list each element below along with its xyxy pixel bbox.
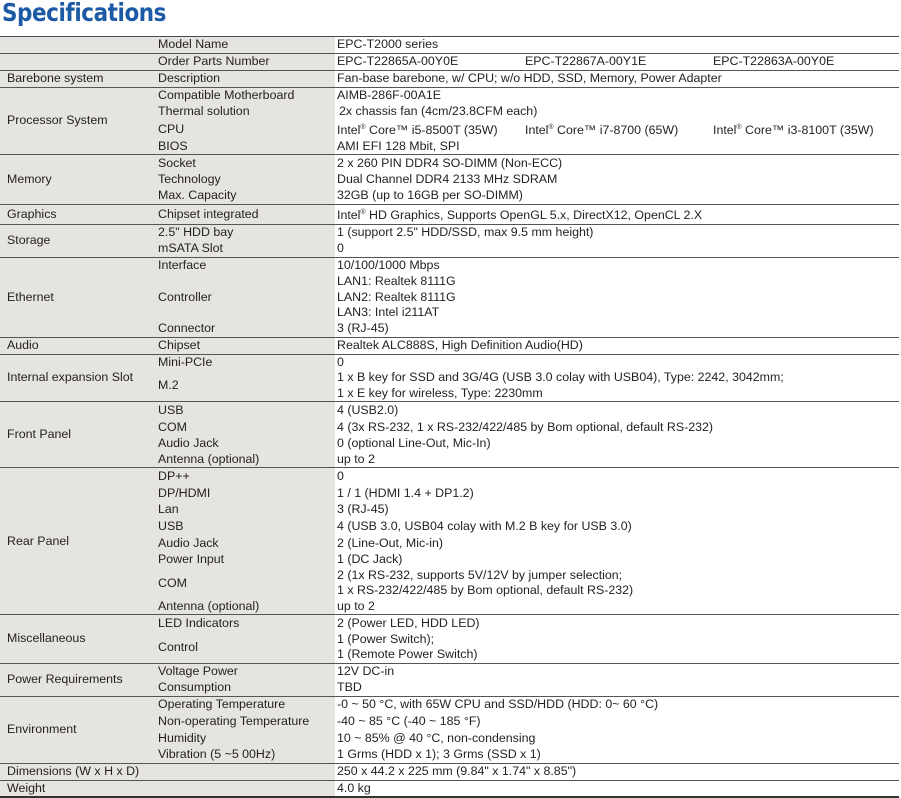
spec-value: 4 (USB2.0) xyxy=(337,402,399,417)
spec-label: Thermal solution xyxy=(155,104,335,120)
spec-label: Controller xyxy=(155,274,335,321)
cpu-option-2: Intel® Core™ i7-8700 (65W) xyxy=(525,123,679,138)
spec-value: 2 (1x RS-232, supports 5V/12V by jumper selection; 1 x RS-232/422/485 by Bom optional, default RS-232) xyxy=(337,567,634,598)
table-row xyxy=(0,780,899,797)
table-row xyxy=(0,338,899,355)
category-misc: Miscellaneous xyxy=(0,615,155,664)
table-row xyxy=(0,763,899,780)
category-memory: Memory xyxy=(0,155,155,205)
spec-value: 32GB (up to 16GB per SO-DIMM) xyxy=(335,188,899,205)
category-expansion: Internal expansion Slot xyxy=(0,354,155,402)
spec-label: COM xyxy=(155,419,335,436)
spec-label: Audio Jack xyxy=(155,436,335,452)
spec-label: Description xyxy=(155,70,335,87)
cpu-option-1: Intel® Core™ i5-8500T (35W) xyxy=(337,123,498,138)
spec-label: Mini-PCIe xyxy=(155,354,335,370)
spec-value: 1 (DC Jack) xyxy=(337,552,403,566)
spec-value: up to 2 xyxy=(335,599,899,615)
spec-value: Realtek ALC888S, High Definition Audio(HD) xyxy=(335,338,899,355)
spec-label: Connector xyxy=(155,321,335,338)
spec-value: 12V DC-in xyxy=(337,664,395,679)
category-front-panel: Front Panel xyxy=(0,402,155,468)
spec-label: COM xyxy=(155,568,335,599)
spec-label: USB xyxy=(155,402,335,419)
table-row xyxy=(0,663,899,680)
spec-value: 1 x B key for SSD and 3G/4G (USB 3.0 colay with USB04), Type: 2242, 3042mm; 1 x E key for wireless, Type: 2230mm xyxy=(335,370,899,402)
spec-label: Chipset integrated xyxy=(155,205,335,225)
spec-label: Technology xyxy=(155,172,335,188)
table-row xyxy=(0,70,899,87)
spec-value: Fan-base barebone, w/ CPU; w/o HDD, SSD, Memory, Power Adapter xyxy=(335,70,899,87)
spec-value: -0 ~ 50 °C, with 65W CPU and SSD/HDD (HDD: 0~ 60 °C) xyxy=(337,697,659,712)
table-row xyxy=(0,468,899,485)
part-number-3: EPC-T22863A-00Y0E xyxy=(711,53,899,70)
table-row xyxy=(0,53,899,70)
category-processor: Processor System xyxy=(0,87,155,155)
category-barebone: Barebone system xyxy=(0,70,155,87)
dimensions-value: 250 x 44.2 x 225 mm (9.84" x 1.74" x 8.85") xyxy=(335,763,899,780)
spec-label: M.2 xyxy=(155,370,335,402)
table-row xyxy=(0,155,899,172)
spec-value: 10/100/1000 Mbps xyxy=(337,258,440,273)
spec-value: 0 xyxy=(335,241,899,257)
spec-label: Non-operating Temperature xyxy=(155,713,335,730)
spec-label: CPU xyxy=(155,120,335,139)
spec-label: Antenna (optional) xyxy=(155,599,335,615)
category-audio: Audio xyxy=(0,338,155,355)
table-row xyxy=(0,615,899,632)
spec-label: Consumption xyxy=(155,680,335,696)
spec-label: Interface xyxy=(155,257,335,274)
spec-value: 1 Grms (HDD x 1); 3 Grms (SSD x 1) xyxy=(335,747,899,763)
spec-value: AMI EFI 128 Mbit, SPI xyxy=(335,139,899,155)
spec-label: Operating Temperature xyxy=(155,696,335,713)
spec-value: TBD xyxy=(335,680,899,696)
spec-label: Vibration (5 ~5 00Hz) xyxy=(155,747,335,763)
spec-label: USB xyxy=(155,518,335,535)
spec-value: 4 (3x RS-232, 1 x RS-232/422/485 by Bom optional, default RS-232) xyxy=(337,419,714,434)
spec-value: -40 ~ 85 °C (-40 ~ 185 °F) xyxy=(337,714,481,728)
spec-value: 2 (Line-Out, Mic-in) xyxy=(337,535,444,550)
spec-value: up to 2 xyxy=(335,452,899,468)
spec-value: 0 (optional Line-Out, Mic-In) xyxy=(337,436,491,450)
page-title: Specifications xyxy=(2,0,167,27)
spec-value: 1 (support 2.5" HDD/SSD, max 9.5 mm height) xyxy=(337,225,594,240)
part-number-2: EPC-T22867A-00Y1E xyxy=(523,53,711,70)
spec-value: Dual Channel DDR4 2133 MHz SDRAM xyxy=(337,171,558,186)
spec-label: 2.5" HDD bay xyxy=(155,224,335,241)
spec-label: Compatible Motherboard xyxy=(155,87,335,104)
spec-label: mSATA Slot xyxy=(155,241,335,257)
spec-label: DP/HDMI xyxy=(155,485,335,502)
table-row xyxy=(0,402,899,419)
category-cell xyxy=(0,53,155,70)
table-row xyxy=(0,37,899,54)
spec-label: Audio Jack xyxy=(155,535,335,552)
spec-value: 1 (Power Switch); 1 (Remote Power Switch) xyxy=(335,632,899,664)
table-row xyxy=(0,205,899,225)
part-number-1: EPC-T22865A-00Y0E xyxy=(335,53,523,70)
category-graphics: Graphics xyxy=(0,205,155,225)
order-parts-label: Order Parts Number xyxy=(155,53,335,70)
dimensions-label: Dimensions (W x H x D) xyxy=(0,763,335,780)
category-environment: Environment xyxy=(0,696,155,763)
weight-value: 4.0 kg xyxy=(335,780,899,797)
spec-label: Lan xyxy=(155,502,335,518)
table-row xyxy=(0,354,899,370)
cpu-option-3: Intel® Core™ i3-8100T (35W) xyxy=(713,123,874,138)
spec-table xyxy=(0,36,899,798)
spec-value: 2x chassis fan (4cm/23.8CFM each) xyxy=(339,104,538,119)
weight-label: Weight xyxy=(0,780,335,797)
spec-label: Socket xyxy=(155,155,335,172)
spec-label: LED Indicators xyxy=(155,615,335,632)
category-cell xyxy=(0,37,155,54)
spec-value: 0 xyxy=(337,354,344,369)
spec-label: Humidity xyxy=(155,730,335,747)
category-storage: Storage xyxy=(0,224,155,257)
table-row xyxy=(0,696,899,713)
model-name-label: Model Name xyxy=(155,37,335,54)
spec-label: Control xyxy=(155,632,335,664)
table-row xyxy=(0,87,899,104)
model-name-value: EPC-T2000 series xyxy=(335,37,899,54)
spec-value: 1 / 1 (HDMI 1.4 + DP1.2) xyxy=(337,485,474,500)
spec-value: AIMB-286F-00A1E xyxy=(337,88,441,102)
spec-value: 10 ~ 85% @ 40 °C, non-condensing xyxy=(337,731,536,745)
category-rear-panel: Rear Panel xyxy=(0,468,155,615)
spec-label: Antenna (optional) xyxy=(155,452,335,468)
spec-value: 3 (RJ-45) xyxy=(337,502,389,516)
spec-label: Max. Capacity xyxy=(155,188,335,205)
spec-label: Chipset xyxy=(155,338,335,355)
spec-label: DP++ xyxy=(155,468,335,485)
spec-value: LAN1: Realtek 8111G LAN2: Realtek 8111G LAN3: Intel i211AT xyxy=(337,274,456,320)
spec-value: 2 x 260 PIN DDR4 SO-DIMM (Non-ECC) xyxy=(337,155,563,170)
table-row xyxy=(0,257,899,274)
spec-label: Voltage Power xyxy=(155,663,335,680)
spec-label: Power Input xyxy=(155,552,335,568)
spec-value: 2 (Power LED, HDD LED) xyxy=(337,615,480,630)
spec-value: 4 (USB 3.0, USB04 colay with M.2 B key for USB 3.0) xyxy=(337,518,632,533)
category-ethernet: Ethernet xyxy=(0,257,155,338)
spec-label: BIOS xyxy=(155,139,335,155)
spec-value: Intel® HD Graphics, Supports OpenGL 5.x, DirectX12, OpenCL 2.X xyxy=(335,205,899,225)
spec-value: 0 xyxy=(337,468,344,483)
spec-value: 3 (RJ-45) xyxy=(335,321,899,338)
table-row xyxy=(0,224,899,241)
category-power: Power Requirements xyxy=(0,663,155,696)
